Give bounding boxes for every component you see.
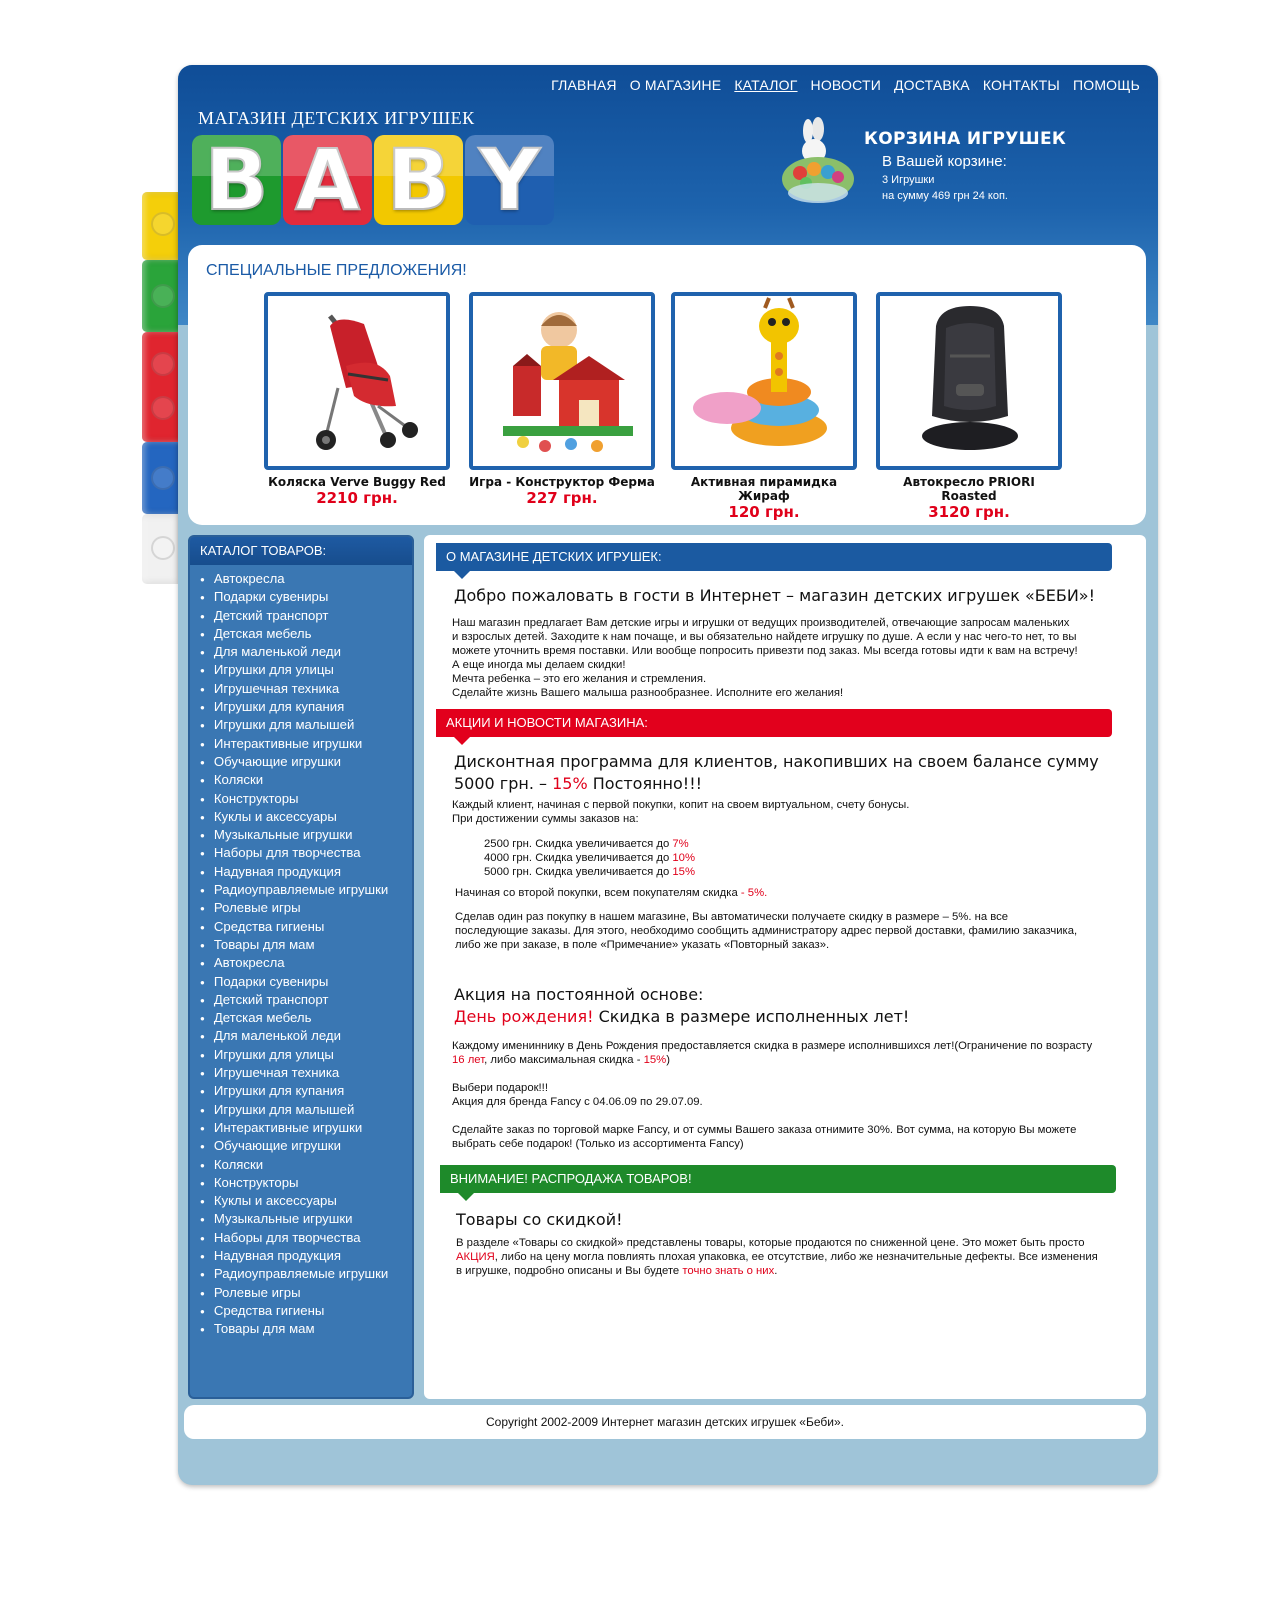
about-section-header: О МАГАЗИНЕ ДЕТСКИХ ИГРУШЕК: bbox=[436, 543, 1112, 571]
nav-home[interactable]: ГЛАВНАЯ bbox=[551, 77, 617, 93]
catalog-item[interactable]: ● Детский транспорт bbox=[200, 608, 412, 626]
lego-brick-blue bbox=[142, 442, 182, 514]
birthday-promo-headline: Акция на постоянной основе: День рождения! Скидка в размере исполненных лет! bbox=[454, 985, 910, 1026]
product-name[interactable]: Автокресло PRIORI Roasted bbox=[903, 475, 1035, 503]
catalog-item[interactable]: ● Обучающие игрушки bbox=[200, 754, 412, 772]
main-content bbox=[424, 535, 1146, 1399]
catalog-item[interactable]: ● Интерактивные игрушки bbox=[200, 736, 412, 754]
sale-promo-link[interactable]: АКЦИЯ bbox=[456, 1251, 495, 1263]
catalog-item[interactable]: ● Для маленькой леди bbox=[200, 644, 412, 662]
fancy-promo-text: Сделайте заказ по торговой марке Fancy, и от суммы Вашего заказа отнимите 30%. Вот сумма, на которую Вы можете выбрать себе подарок! (Только из ассортимента Fancy) bbox=[452, 1124, 1077, 1150]
special-offers-title: СПЕЦИАЛЬНЫЕ ПРЕДЛОЖЕНИЯ! bbox=[206, 262, 467, 279]
catalog-item[interactable]: ● Музыкальные игрушки bbox=[200, 1211, 412, 1229]
cart-subtitle: В Вашей корзине: bbox=[882, 153, 1007, 170]
catalog-item[interactable]: ● Игрушки для малышей bbox=[200, 717, 412, 735]
catalog-item[interactable]: ● Куклы и аксессуары bbox=[200, 1193, 412, 1211]
catalog-item[interactable]: ● Детская мебель bbox=[200, 626, 412, 644]
catalog-item[interactable]: ● Ролевые игры bbox=[200, 900, 412, 918]
lego-bricks-decoration bbox=[142, 192, 182, 594]
product-image-farm[interactable] bbox=[469, 292, 655, 470]
site-tagline: МАГАЗИН ДЕТСКИХ ИГРУШЕК bbox=[198, 108, 475, 128]
lego-brick-yellow bbox=[142, 192, 182, 260]
lego-brick-red bbox=[142, 332, 182, 442]
catalog-item[interactable]: ● Автокресла bbox=[200, 571, 412, 589]
product-card[interactable] bbox=[671, 292, 857, 521]
logo-block-b-yellow: B bbox=[374, 135, 463, 225]
welcome-headline: Добро пожаловать в гости в Интернет – магазин детских игрушек «БЕБИ»! bbox=[454, 586, 1095, 605]
special-offers bbox=[188, 245, 1146, 525]
sale-details-link[interactable]: точно знать о них bbox=[682, 1265, 775, 1277]
gift-promo-text: Выбери подарок!!! Акция для бренда Fancy с 04.06.09 по 29.07.09. bbox=[452, 1082, 703, 1108]
nav-news[interactable]: НОВОСТИ bbox=[810, 77, 881, 93]
catalog-item[interactable]: ● Радиоуправляемые игрушки bbox=[200, 882, 412, 900]
product-image-giraffe[interactable] bbox=[671, 292, 857, 470]
nav-catalog[interactable]: КАТАЛОГ bbox=[734, 77, 798, 93]
logo-block-b-green: B bbox=[192, 135, 281, 225]
catalog-item[interactable]: ● Средства гигиены bbox=[200, 1303, 412, 1321]
lego-brick-green bbox=[142, 260, 182, 332]
catalog-item[interactable]: ● Надувная продукция bbox=[200, 1248, 412, 1266]
catalog-item[interactable]: ● Игрушки для купания bbox=[200, 1083, 412, 1101]
catalog-item[interactable]: ● Наборы для творчества bbox=[200, 1230, 412, 1248]
copyright-text: Copyright 2002-2009 Интернет магазин детских игрушек «Беби». bbox=[486, 1415, 844, 1429]
lego-brick-white bbox=[142, 514, 182, 584]
sale-section-header: ВНИМАНИЕ! РАСПРОДАЖА ТОВАРОВ! bbox=[440, 1165, 1116, 1193]
product-card[interactable] bbox=[469, 292, 655, 507]
discount-tier: 5000 грн. Скидка увеличивается до 15% bbox=[484, 866, 695, 878]
catalog-item[interactable]: ● Конструкторы bbox=[200, 791, 412, 809]
product-price: 120 грн. bbox=[728, 503, 800, 521]
catalog-item[interactable]: ● Игрушки для улицы bbox=[200, 662, 412, 680]
catalog-item[interactable]: ● Игрушечная техника bbox=[200, 1065, 412, 1083]
product-name[interactable]: Коляска Verve Buggy Red bbox=[268, 475, 446, 489]
catalog-item[interactable]: ● Товары для мам bbox=[200, 1321, 412, 1339]
sale-text: В разделе «Товары со скидкой» представлены товары, которые продаются по сниженной цене. Это может быть просто АКЦИЯ, либо на цену могла повлиять плохая упаковка, ее отсутствие, либо же незначительные дефекты. Все изменения в игрушке, подробно описаны и Вы будете точно знать о них. bbox=[456, 1237, 1098, 1277]
news-section-header: АКЦИИ И НОВОСТИ МАГАЗИНА: bbox=[436, 709, 1112, 737]
catalog-item[interactable]: ● Для маленькой леди bbox=[200, 1028, 412, 1046]
discount-headline: Дисконтная программа для клиентов, накопивших на своем балансе сумму 5000 грн. – 15% Постоянно!!! bbox=[454, 752, 1099, 793]
nav-contacts[interactable]: КОНТАКТЫ bbox=[982, 77, 1060, 93]
catalog-list bbox=[190, 565, 412, 1339]
second-purchase-discount: Начиная со второй покупки, всем покупателям скидка - 5%. bbox=[455, 887, 768, 899]
product-price: 2210 грн. bbox=[316, 489, 398, 507]
catalog-title: КАТАЛОГ ТОВАРОВ: bbox=[190, 537, 412, 565]
catalog-item[interactable]: ● Музыкальные игрушки bbox=[200, 827, 412, 845]
catalog-item[interactable]: ● Подарки сувениры bbox=[200, 974, 412, 992]
catalog-item[interactable]: ● Детский транспорт bbox=[200, 992, 412, 1010]
site-footer bbox=[184, 1405, 1146, 1439]
nav-delivery[interactable]: ДОСТАВКА bbox=[893, 77, 970, 93]
discount-tier: 2500 грн. Скидка увеличивается до 7% bbox=[484, 838, 689, 850]
product-name[interactable]: Активная пирамидка Жираф bbox=[690, 475, 838, 503]
discount-intro: Каждый клиент, начиная с первой покупки, копит на своем виртуальном, счету бонусы. При достижении суммы заказов на: bbox=[452, 799, 910, 825]
catalog-item[interactable]: ● Коляски bbox=[200, 772, 412, 790]
logo-block-a-red: A bbox=[283, 135, 372, 225]
catalog-item[interactable]: ● Коляски bbox=[200, 1157, 412, 1175]
catalog-item[interactable]: ● Конструкторы bbox=[200, 1175, 412, 1193]
cart-item-count: 3 Игрушки bbox=[882, 174, 935, 186]
toy-basket-icon[interactable] bbox=[778, 117, 858, 209]
catalog-item[interactable]: ● Ролевые игры bbox=[200, 1285, 412, 1303]
cart-title[interactable]: КОРЗИНА ИГРУШЕК bbox=[864, 129, 1067, 149]
catalog-item[interactable]: ● Автокресла bbox=[200, 955, 412, 973]
catalog-sidebar bbox=[188, 535, 414, 1399]
repeat-order-text: Сделав один раз покупку в нашем магазине, Вы автоматически получаете скидку в размере – 5%. на все последующие заказы. Для этого, необходимо сообщить администратору адрес первой доставки, фамилию заказчика, либо же при заказе, в поле «Примечание» указать «Повторный заказ». bbox=[455, 911, 1078, 951]
discount-tiers bbox=[484, 837, 1150, 879]
catalog-item[interactable]: ● Куклы и аксессуары bbox=[200, 809, 412, 827]
catalog-item[interactable]: ● Товары для мам bbox=[200, 937, 412, 955]
product-card[interactable] bbox=[876, 292, 1062, 521]
product-image-carseat[interactable] bbox=[876, 292, 1062, 470]
product-card[interactable] bbox=[264, 292, 450, 507]
catalog-item[interactable]: ● Игрушки для малышей bbox=[200, 1102, 412, 1120]
nav-about[interactable]: О МАГАЗИНЕ bbox=[629, 77, 722, 93]
birthday-promo-text: Каждому имениннику в День Рождения предоставляется скидка в размере исполнившихся лет!(Ограничение по возрасту 16 лет, либо максимальная скидка - 15%) bbox=[452, 1040, 1093, 1066]
discount-tier: 4000 грн. Скидка увеличивается до 10% bbox=[484, 852, 695, 864]
sale-headline: Товары со скидкой! bbox=[456, 1210, 623, 1229]
catalog-item[interactable]: ● Подарки сувениры bbox=[200, 589, 412, 607]
catalog-item[interactable]: ● Игрушки для купания bbox=[200, 699, 412, 717]
product-image-stroller[interactable] bbox=[264, 292, 450, 470]
catalog-item[interactable]: ● Наборы для творчества bbox=[200, 845, 412, 863]
product-price: 3120 грн. bbox=[928, 503, 1010, 521]
catalog-item[interactable]: ● Игрушечная техника bbox=[200, 681, 412, 699]
catalog-item[interactable]: ● Игрушки для улицы bbox=[200, 1047, 412, 1065]
product-name[interactable]: Игра - Конструктор Ферма bbox=[469, 475, 655, 489]
product-price: 227 грн. bbox=[526, 489, 598, 507]
about-text: Наш магазин предлагает Вам детские игры и игрушки от ведущих производителей, отвечающие запросам маленьких и взрослых детей. Заходите к нам почаще, и вы обязательно найдете игрушку по душе. А если у нас чего-то нет, то вы можете уточнить время поставки. Или вообще попросить привезти под заказ. Мы всегда готовы идти к вам на встречу! А еще иногда мы делаем скидки! Мечта ребенка – это его желания и стремления. Сделайте жизнь Вашего малыша разнообразнее. Исполните его желания! bbox=[452, 617, 1078, 699]
nav-help[interactable]: ПОМОЩЬ bbox=[1072, 77, 1140, 93]
catalog-item[interactable]: ● Интерактивные игрушки bbox=[200, 1120, 412, 1138]
catalog-item[interactable]: ● Детская мебель bbox=[200, 1010, 412, 1028]
logo-block-y-blue: Y bbox=[465, 135, 554, 225]
page-frame bbox=[178, 65, 1158, 1485]
top-navigation bbox=[551, 77, 1140, 93]
catalog-item[interactable]: ● Надувная продукция bbox=[200, 864, 412, 882]
catalog-item[interactable]: ● Радиоуправляемые игрушки bbox=[200, 1266, 412, 1284]
catalog-item[interactable]: ● Средства гигиены bbox=[200, 919, 412, 937]
baby-logo[interactable] bbox=[192, 135, 554, 225]
cart-total: на сумму 469 грн 24 коп. bbox=[882, 190, 1008, 202]
catalog-item[interactable]: ● Обучающие игрушки bbox=[200, 1138, 412, 1156]
